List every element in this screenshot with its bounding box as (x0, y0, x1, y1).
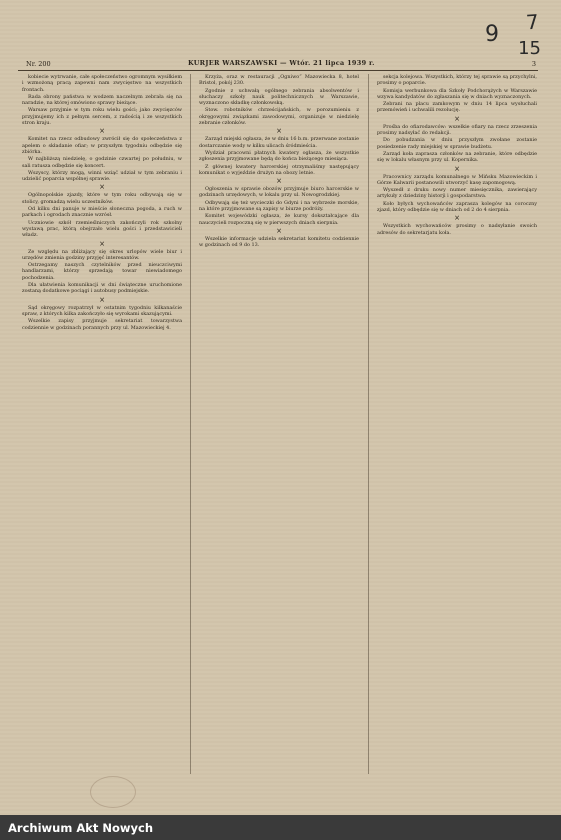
article-paragraph: Ogólnopolskie zjazdy, które w tym roku odbywają się w stolicy, gromadzą wielu uczestników. (22, 192, 182, 205)
article-separator: × (276, 177, 282, 186)
article-separator: × (99, 127, 105, 136)
text-column-1 (22, 74, 182, 774)
article-paragraph: Zarząd miejski ogłasza, że w dniu 16 b.m. przerwane zostanie dostarczanie wody w kilku ulicach śródmieścia. (199, 136, 359, 149)
article-separator: × (99, 239, 105, 248)
article-paragraph: Z głównej kwatery harcerskiej otrzymaliśmy następujący komunikat o wyjeździe drużyn na obozy letnie. (199, 163, 359, 176)
article-paragraph: Do pobudzania w dniu przyszłym zwołane zostanie posiedzenie rady miejskiej w sprawie budżetu. (377, 137, 537, 150)
article-paragraph: Uczniowie szkół rzemieślniczych zakończyli rok szkolny wystawą prac, którą obejrzało wielu gości i przedstawicieli władz. (22, 219, 182, 239)
article-paragraph: Komisja werbunkowa dla Szkoły Podchorążych w Warszawie wzywa kandydatów do zgłaszania się w dniach wyznaczonych. (377, 87, 537, 100)
text-column-2 (199, 74, 359, 774)
archive-footer (0, 815, 561, 840)
article-separator: × (99, 295, 105, 304)
column-divider (190, 74, 191, 774)
handwritten-number-middle: 9 (485, 22, 499, 47)
article-paragraph: Ostrzegamy naszych czytelników przed nieuczciwymi handlarzami, którzy sprzedają towar niewiadomego pochodzenia. (22, 262, 182, 281)
article-paragraph: Pracownicy zarządu komunalnego w Mińsku Mazowieckim i Górze Kalwarii postanowili utworzyć kasę zapomogową. (377, 173, 537, 186)
article-paragraph: Odbywają się też wycieczki do Gdyni i na wybrzeże morskie, na które przyjmowane są zapisy w biurze podróży. (199, 199, 359, 213)
handwritten-number-bottom: 15 (518, 38, 541, 59)
article-paragraph: Warsaw przyjmie w tym roku wielu gości; jako zwycięzców przyjmujemy ich z pełnym sercem, z radością i ze wszystkich stron kraju. (22, 107, 182, 127)
handwritten-number-top: 7 (525, 9, 540, 35)
article-paragraph: Ze względu na zbliżający się okres urlopów wiele biur i urzędów zmienia godziny przyjęć interesantów. (22, 248, 182, 261)
article-paragraph: Stow. robotników chrześcijańskich, w porozumieniu z okręgowymi związkami zawodowymi, organizuje w niedzielę zebranie członków. (199, 107, 359, 127)
article-paragraph: Zgodnie z uchwałą ogólnego zebrania absolwentów i słuchaczy szkoły nauk politechnicznych w Warszawie, wyznaczono składkę członkowską. (199, 87, 359, 107)
article-separator: × (276, 226, 282, 235)
article-paragraph: Sąd okręgowy rozpatrzył w ostatnim tygodniu kilkanaście spraw, z których kilka zakończyło się wyrokami skazującymi. (22, 304, 182, 317)
article-paragraph: sekcja kolejowa. Wszystkich, którzy tej sprawie są przychylni, prosimy o poparcie. (377, 74, 537, 87)
article-paragraph: Zebrani na placu zamkowym w dniu 14 lipca wysłuchali przemówień i uchwalili rezolucję. (377, 101, 537, 114)
article-paragraph: Wydział pracowni płatnych kwatery ogłasza, że wszystkie zgłoszenia przyjmowane będą do końca bieżącego miesiąca. (199, 149, 359, 163)
article-paragraph: Prośba do ofiarodawców: wszelkie ofiary na rzecz zrzeszenia prosimy nadsyłać do redakcji. (377, 123, 537, 137)
article-separator: × (276, 127, 282, 136)
article-separator: × (454, 114, 460, 123)
newspaper-title: KURJER WARSZAWSKI — Wtór. 21 lipca 1939 r. (188, 59, 375, 67)
article-paragraph: Wszyscy, którzy mogą, winni wziąć udział w tym zebraniu i udzielić poparcia wspólnej sprawie. (22, 169, 182, 183)
article-separator: × (454, 214, 460, 223)
article-paragraph: Wszystkich wychowańców prosimy o nadsyłanie swoich adresów do sekretarjatu koła. (377, 223, 537, 236)
issue-number: Nr. 200 (26, 60, 51, 68)
article-separator: × (454, 164, 460, 173)
article-paragraph: Komitet na rzecz odbudowy zwrócił się do społeczeństwa z apelem o składanie ofiar; w przyszłym tygodniu odbędzie się zbiórka. (22, 136, 182, 155)
article-paragraph: Od kilku dni panuje w mieście słoneczna pogoda, a ruch w parkach i ogrodach znacznie wzrósł. (22, 206, 182, 219)
article-paragraph: W najbliższą niedzielę, o godzinie czwartej po południu, w sali ratusza odbędzie się koncert. (22, 156, 182, 169)
article-paragraph: Krzyża, oraz w restauracji „Ogniwo” Mazowiecka 8, hotel Bristol, pokój 230. (199, 74, 359, 87)
archive-name: Archiwum Akt Nowych (8, 821, 154, 835)
faded-stamp (90, 776, 136, 808)
article-paragraph: Dla ułatwienia komunikacji w dni świąteczne uruchomione zostaną dodatkowe pociągi i autobusy podmiejskie. (22, 282, 182, 295)
column-divider (368, 74, 369, 774)
article-paragraph: Koło byłych wychowańców zaprasza kolegów na coroczny zjazd, który odbędzie się w dniach od 2 do 4 sierpnia. (377, 200, 537, 214)
article-paragraph: Wyszedł z druku nowy numer miesięcznika, zawierający artykuły z dziedziny historji i gospodarstwa. (377, 187, 537, 200)
article-paragraph: Wszelkie zapisy przyjmuje sekretariat towarzystwa codziennie w godzinach porannych przy ul. Mazowieckiej 4. (22, 318, 182, 331)
article-paragraph: Zarząd koła zaprasza członków na zebranie, które odbędzie się w lokalu własnym przy ul. Kopernika. (377, 150, 537, 164)
article-paragraph: Komitet wojewódzki ogłasza, że kursy dokształcające dla nauczycieli rozpoczną się w pierwszych dniach sierpnia. (199, 213, 359, 226)
article-separator: × (99, 183, 105, 192)
article-paragraph: Rada obrony państwa w wodzem naczelnym zebrała się na naradzie, na której omówiono sprawy bieżące. (22, 93, 182, 107)
article-paragraph: Wszelkie informacje udziela sekretariat komitetu codziennie w godzinach od 9 do 13. (199, 235, 359, 249)
article-paragraph: Ogłoszenia w sprawie obozów przyjmuje biuro harcerskie w godzinach urzędowych, w lokalu przy ul. Nowogrodzkiej. (199, 186, 359, 199)
article-paragraph: kobiecie wytrwanie, całe społeczeństwo ogromnym wysiłkiem i wzmożoną pracą zapewni nam zwycięstwo na wszystkich frontach. (22, 74, 182, 93)
text-column-3 (377, 74, 537, 774)
newspaper-header (18, 58, 538, 71)
page-number: 3 (531, 60, 536, 68)
